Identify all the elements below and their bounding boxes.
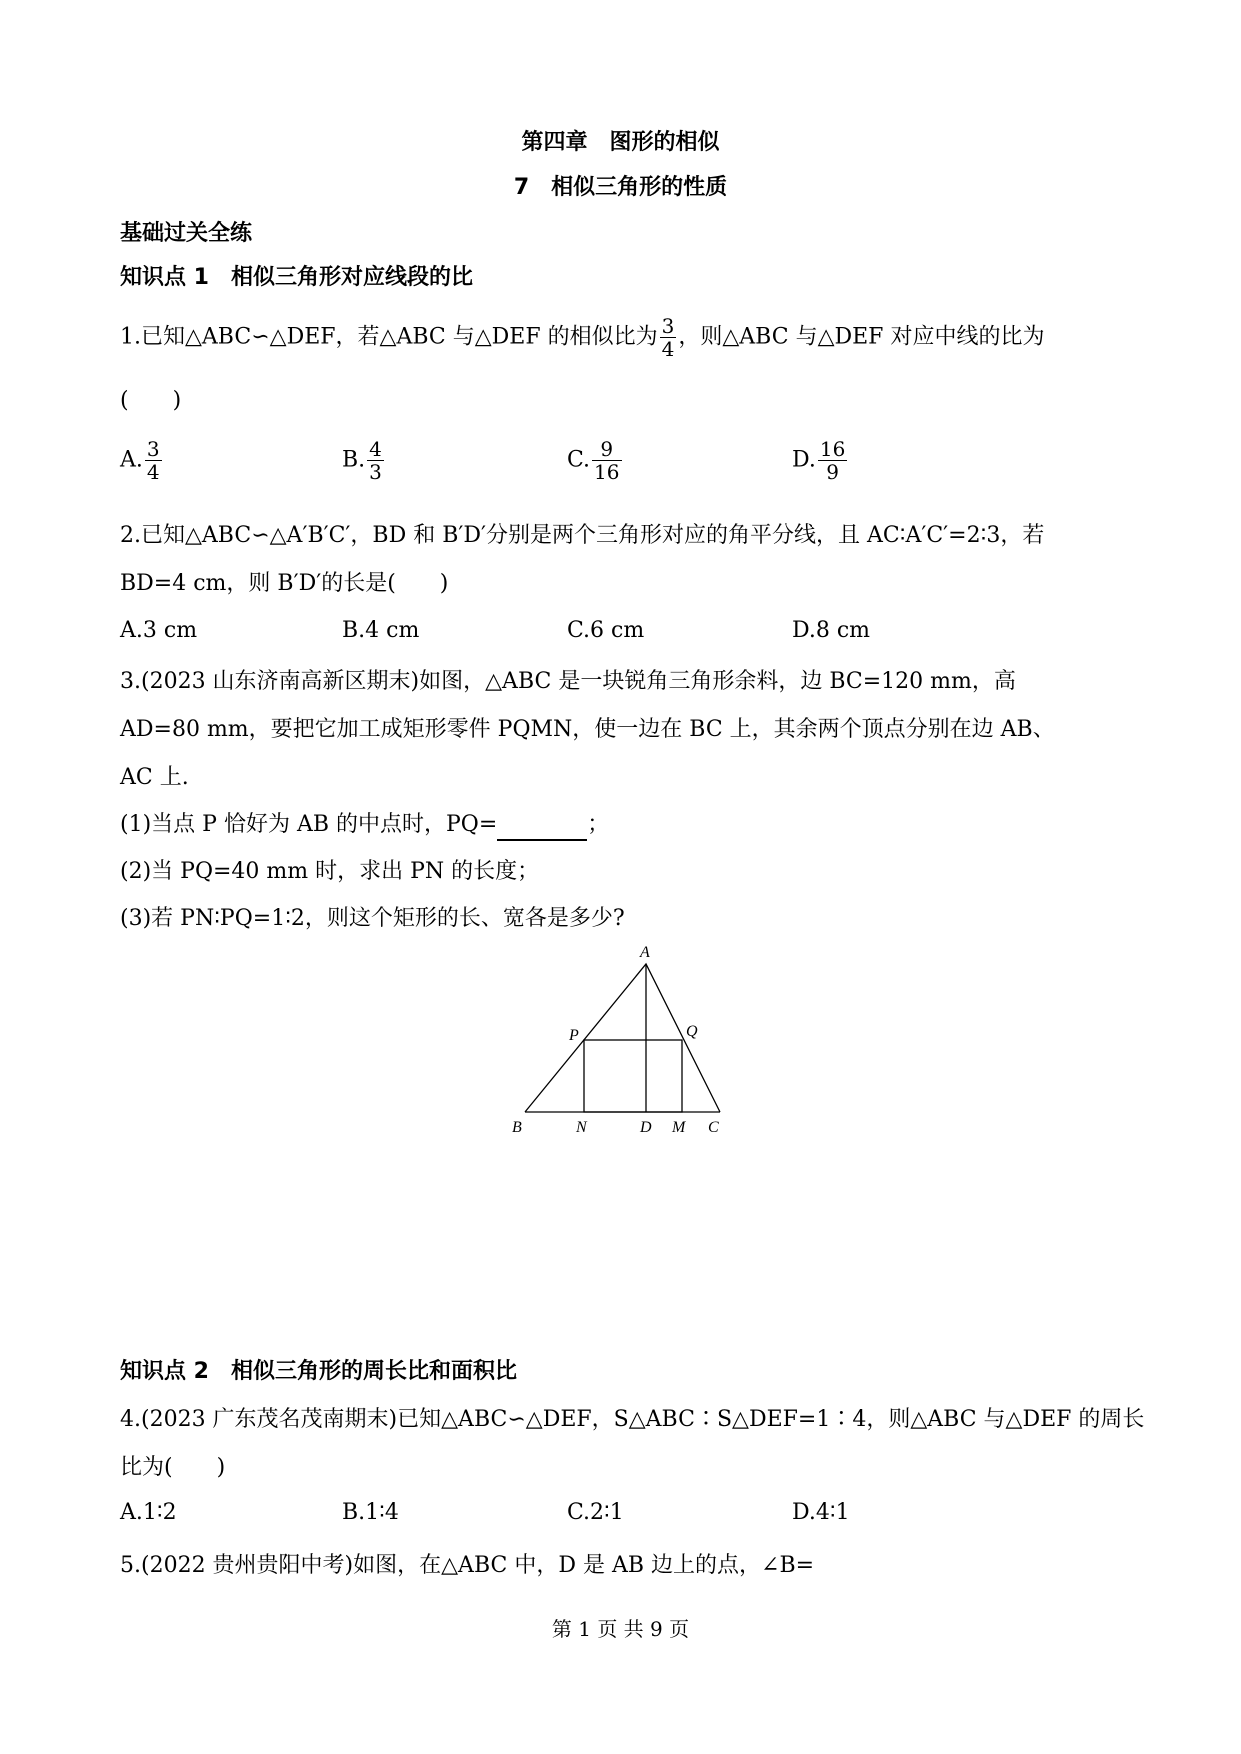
label-p: P — [569, 1027, 579, 1044]
label-q: Q — [686, 1023, 698, 1040]
q2-option-d[interactable]: D.8 cm — [792, 618, 871, 643]
question-4-line-2: 比为( ) — [120, 1455, 226, 1480]
question-1 — [120, 315, 1044, 360]
question-5-line-1: 5.(2022 贵州贵阳中考)如图，在△ABC 中，D 是 AB 边上的点，∠B= — [120, 1553, 815, 1578]
q2-option-a[interactable]: A.3 cm — [120, 618, 198, 643]
label-b: B — [512, 1119, 522, 1136]
q1-ratio-fraction: $\frac{3}{4}$ — [661, 314, 675, 361]
q4-option-d[interactable]: D.4∶1 — [792, 1500, 850, 1525]
question-3-sub-2: (2)当 PQ=40 mm 时，求出 PN 的长度； — [120, 859, 540, 884]
practice-title: 基础过关全练 — [120, 221, 253, 246]
q4-options — [120, 1500, 1120, 1532]
question-3-line-2: AD=80 mm，要把它加工成矩形零件 PQMN，使一边在 BC 上，其余两个顶点分别在边 AB、 — [120, 717, 1055, 742]
answer-blank[interactable] — [497, 817, 587, 841]
label-a: A — [640, 944, 650, 961]
q2-options — [120, 618, 1120, 650]
q1-text-b: ，若△ABC 与△DEF 的相似比为 — [335, 324, 658, 350]
q1-option-a[interactable]: A. $\frac{3}{4}$ — [120, 437, 160, 484]
question-2-line-2: BD=4 cm，则 B′D′的长是( ) — [120, 571, 449, 596]
triangle-rectangle-figure — [500, 940, 740, 1140]
label-d: D — [640, 1119, 652, 1136]
label-n: N — [576, 1119, 587, 1136]
question-4-line-1: 4.(2023 广东茂名茂南期末)已知△ABC∽△DEF，S△ABC∶S△DEF=1∶4，则△ABC 与△DEF 的周长 — [120, 1407, 1145, 1432]
q2-option-c[interactable]: C.6 cm — [567, 618, 645, 643]
question-3-line-3: AC 上. — [120, 765, 189, 790]
question-3-sub-1: (1)当点 P 恰好为 AB 的中点时，PQ= ； — [120, 809, 609, 841]
q4-option-b[interactable]: B.1∶4 — [342, 1500, 399, 1525]
knowledge-point-1: 知识点 1 相似三角形对应线段的比 — [120, 265, 473, 290]
label-m: M — [672, 1119, 686, 1136]
section-title: 7 相似三角形的性质 — [513, 175, 728, 200]
knowledge-point-2: 知识点 2 相似三角形的周长比和面积比 — [120, 1359, 517, 1384]
question-3-line-1: 3.(2023 山东济南高新区期末)如图，△ABC 是一块锐角三角形余料，边 BC=120 mm，高 — [120, 669, 1016, 694]
question-2-line-1: 2.已知△ABC∽△A′B′C′，BD 和 B′D′分别是两个三角形对应的角平分线，且 AC∶A′C′=2∶3，若 — [120, 523, 1045, 548]
question-3-sub-3: (3)若 PN∶PQ=1∶2，则这个矩形的长、宽各是多少? — [120, 906, 625, 931]
q4-option-a[interactable]: A.1∶2 — [120, 1500, 177, 1525]
q1-option-c[interactable]: C. $\frac{9}{16}$ — [567, 437, 620, 484]
page-footer: 第 1 页 共 9 页 — [551, 1617, 690, 1641]
label-c: C — [708, 1119, 719, 1136]
q1-text-c: ，则△ABC 与△DEF 对应中线的比为 — [678, 324, 1045, 350]
q2-option-b[interactable]: B.4 cm — [342, 618, 420, 643]
q1-similar: △ABC∽△DEF — [185, 324, 336, 350]
q1-options — [120, 438, 1120, 494]
q1-option-b[interactable]: B. $\frac{4}{3}$ — [342, 437, 382, 484]
chapter-title: 第四章 图形的相似 — [521, 130, 720, 155]
rectangle-pqmn — [584, 1040, 682, 1112]
q1-answer-paren: ( ) — [120, 388, 182, 413]
q4-option-c[interactable]: C.2∶1 — [567, 1500, 624, 1525]
q1-text-a: 1.已知 — [120, 324, 185, 350]
q1-option-d[interactable]: D. $\frac{16}{9}$ — [792, 437, 846, 484]
